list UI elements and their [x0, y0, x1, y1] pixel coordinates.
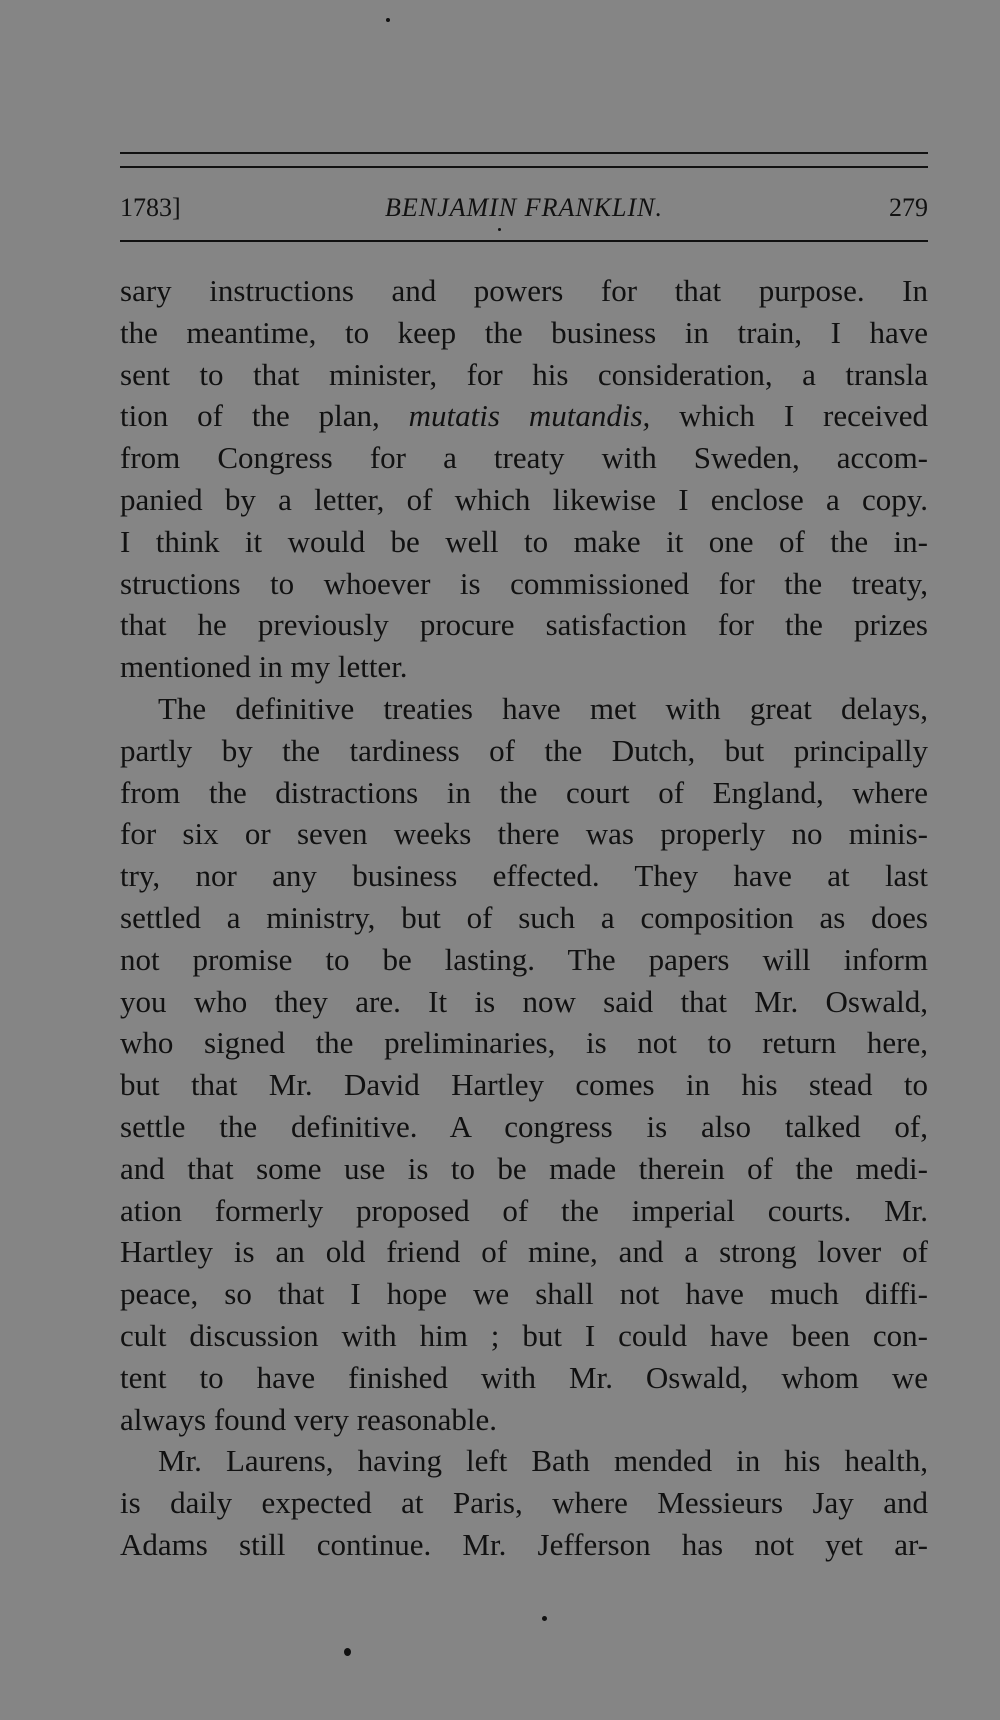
text-line: The definitive treaties have met with great delays, — [158, 690, 928, 726]
body-text — [120, 270, 928, 1566]
header-title: BENJAMIN FRANKLIN. — [385, 193, 663, 222]
italic-phrase: mutatis mutandis, — [408, 398, 651, 434]
text-line: sary instructions and powers for that purpose. In — [120, 273, 928, 308]
text-line: tent to have finished with Mr. Oswald, whom we — [120, 1359, 928, 1395]
text-line: for six or seven weeks there was properly no minis- — [120, 816, 928, 852]
text-line: from the distractions in the court of England, where — [120, 774, 928, 810]
text-line: Hartley is an old friend of mine, and a strong lover of — [120, 1234, 928, 1270]
print-speck — [498, 228, 501, 231]
print-speck — [542, 1616, 547, 1621]
text-line: settled a ministry, but of such a composition as does — [120, 899, 928, 935]
header-rule-second — [120, 166, 928, 168]
text-line: you who they are. It is now said that Mr. Oswald, — [120, 983, 928, 1019]
text-line: Adams still continue. Mr. Jefferson has not yet ar- — [120, 1526, 928, 1562]
print-speck — [344, 1648, 351, 1656]
text-line: panied by a letter, of which likewise I enclose a copy. — [120, 481, 928, 517]
text-line: not promise to be lasting. The papers will inform — [120, 941, 928, 977]
text-line: sent to that minister, for his consideration, a transla — [120, 356, 928, 392]
print-speck — [386, 18, 390, 22]
text-line: but that Mr. David Hartley comes in his stead to — [120, 1067, 928, 1103]
text-line: from Congress for a treaty with Sweden, accom- — [120, 440, 928, 476]
header-year: 1783] — [120, 193, 181, 222]
text-line: the meantime, to keep the business in train, I have — [120, 314, 928, 350]
text-line: I think it would be well to make it one of the in- — [120, 523, 928, 559]
text-line: mentioned in my letter. — [120, 649, 408, 685]
text-line: and that some use is to be made therein of the medi- — [120, 1150, 928, 1186]
text-line: that he previously procure satisfaction for the prizes — [120, 607, 928, 643]
header-rule-bottom — [120, 240, 928, 242]
text-line: always found very reasonable. — [120, 1401, 498, 1437]
header-rule-top — [120, 152, 928, 154]
text-line: settle the definitive. A congress is also talked of, — [120, 1108, 928, 1144]
text-line: peace, so that I hope we shall not have much diffi- — [120, 1276, 928, 1312]
running-header — [120, 188, 928, 228]
text-line: structions to whoever is commissioned for the treaty, — [120, 565, 928, 601]
text-line: who signed the preliminaries, is not to return here, — [120, 1025, 928, 1061]
text-line: is daily expected at Paris, where Messieurs Jay and — [120, 1485, 928, 1521]
text-line: ation formerly proposed of the imperial courts. Mr. — [120, 1192, 928, 1228]
page-number: 279 — [889, 193, 928, 222]
text-line: Mr. Laurens, having left Bath mended in his health, — [158, 1443, 928, 1479]
text-line: partly by the tardiness of the Dutch, but principally — [120, 732, 928, 768]
text-line: cult discussion with him ; but I could have been con- — [120, 1317, 928, 1353]
text-line: tion of the plan, mutatis mutandis, which I received — [120, 398, 929, 434]
text-line: try, nor any business effected. They have at last — [120, 858, 928, 894]
